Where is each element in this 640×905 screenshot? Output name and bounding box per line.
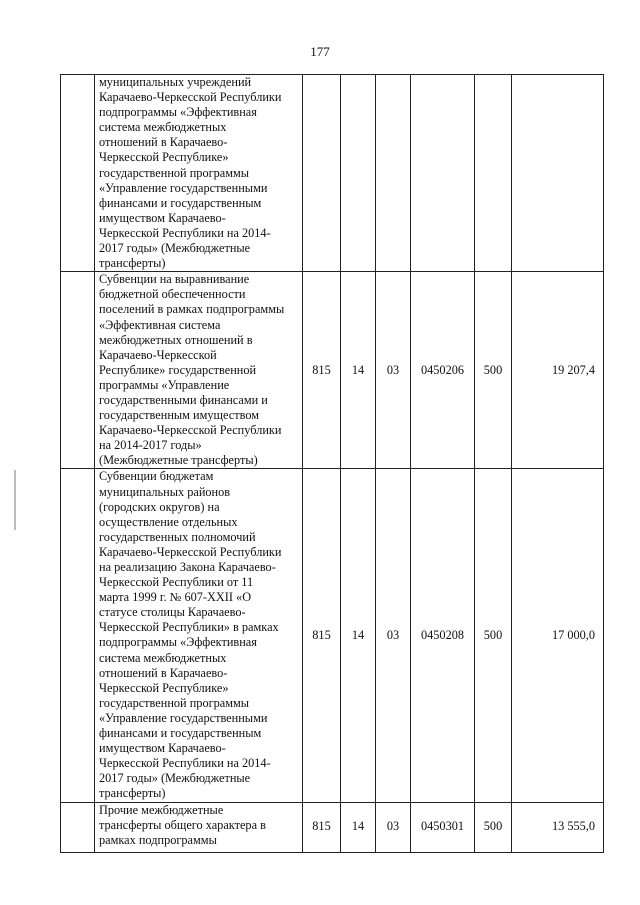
amount-cell: 13 555,0 (512, 802, 604, 852)
index-cell (61, 469, 95, 802)
index-cell (61, 802, 95, 852)
table-row (61, 75, 604, 272)
target-code-cell: 0450301 (411, 802, 475, 852)
budget-table (60, 74, 604, 853)
subsection-code-cell: 03 (376, 802, 411, 852)
amount-cell: 17 000,0 (512, 469, 604, 802)
description-cell: Субвенции бюджетам муниципальных районов (городских округов) на осуществление отдельных государственных полномочий Карачаево-Черкесской Республики на реализацию Закона Карачаево- Черкесской Республики от 11 марта 1999 г. № 607-XXII «О статусе столицы Карачаево- Черкесской Республики» в рамках подпрограммы «Эффективная система межбюджетных отношений в Карачаево- Черкесской Республике» государственной программы «Управление государственными финансами и государственным имуществом Карачаево- Черкесской Республики на 2014- 2017 годы» (Межбюджетные трансферты) (95, 469, 303, 802)
ministry-code-cell: 815 (303, 272, 341, 469)
expense-type-cell (475, 75, 512, 272)
subsection-code-cell (376, 75, 411, 272)
amount-cell (512, 75, 604, 272)
target-code-cell: 0450208 (411, 469, 475, 802)
scan-margin-mark (14, 470, 16, 530)
subsection-code-cell: 03 (376, 272, 411, 469)
section-code-cell: 14 (341, 272, 376, 469)
section-code-cell: 14 (341, 469, 376, 802)
section-code-cell (341, 75, 376, 272)
page-number: 177 (310, 44, 330, 59)
index-cell (61, 272, 95, 469)
target-code-cell (411, 75, 475, 272)
expense-type-cell: 500 (475, 272, 512, 469)
table-row (61, 272, 604, 469)
section-code-cell: 14 (341, 802, 376, 852)
ministry-code-cell (303, 75, 341, 272)
description-cell: Прочие межбюджетные трансферты общего характера в рамках подпрограммы (95, 802, 303, 852)
ministry-code-cell: 815 (303, 469, 341, 802)
expense-type-cell: 500 (475, 802, 512, 852)
ministry-code-cell: 815 (303, 802, 341, 852)
subsection-code-cell: 03 (376, 469, 411, 802)
amount-cell: 19 207,4 (512, 272, 604, 469)
table-row (61, 469, 604, 802)
description-cell: муниципальных учреждений Карачаево-Черкесской Республики подпрограммы «Эффективная система межбюджетных отношений в Карачаево- Черкесской Республике» государственной программы «Управление государственными финансами и государственным имуществом Карачаево- Черкесской Республики на 2014- 2017 годы» (Межбюджетные трансферты) (95, 75, 303, 272)
description-cell: Субвенции на выравнивание бюджетной обеспеченности поселений в рамках подпрограммы «Эффективная система межбюджетных отношений в Карачаево-Черкесской Республике» государственной программы «Управление государственными финансами и государственным имуществом Карачаево-Черкесской Республики на 2014-2017 годы» (Межбюджетные трансферты) (95, 272, 303, 469)
target-code-cell: 0450206 (411, 272, 475, 469)
table-row (61, 802, 604, 852)
expense-type-cell: 500 (475, 469, 512, 802)
index-cell (61, 75, 95, 272)
